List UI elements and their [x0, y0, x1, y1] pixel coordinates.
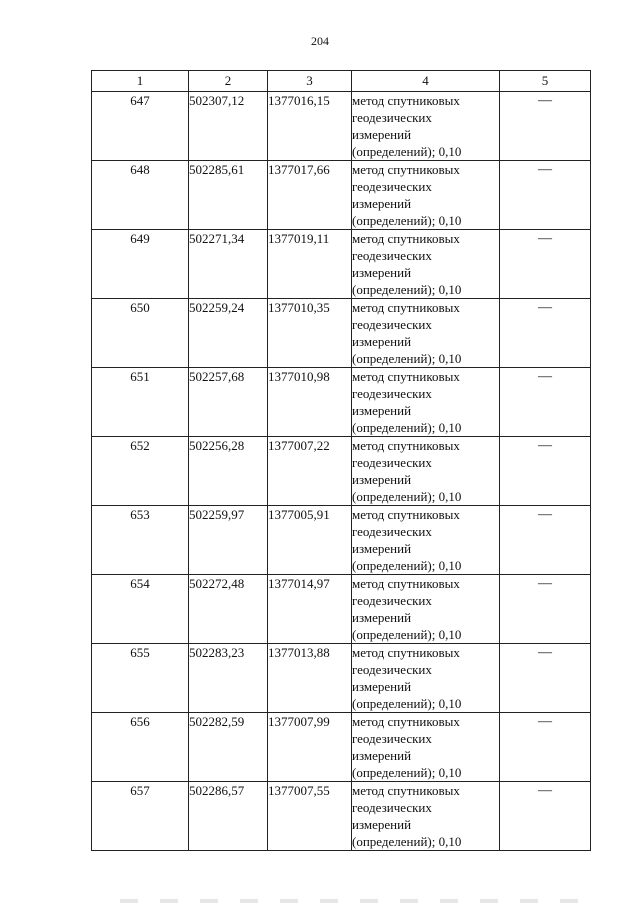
- table-row: [92, 713, 591, 782]
- method-cell: метод спутниковых геодезических измерений (определений); 0,10: [352, 644, 500, 713]
- scan-artifact-strip: [120, 899, 600, 903]
- table-row: [92, 230, 591, 299]
- method-cell: метод спутниковых геодезических измерений (определений); 0,10: [352, 506, 500, 575]
- accuracy-cell: —: [500, 230, 591, 299]
- x-coordinate-cell: 502286,57: [189, 782, 268, 851]
- accuracy-cell: —: [500, 506, 591, 575]
- point-number-cell: 647: [92, 92, 189, 161]
- point-number-cell: 652: [92, 437, 189, 506]
- table-row: [92, 506, 591, 575]
- point-number-cell: 653: [92, 506, 189, 575]
- method-cell: метод спутниковых геодезических измерений (определений); 0,10: [352, 161, 500, 230]
- table-row: [92, 437, 591, 506]
- point-number-cell: 654: [92, 575, 189, 644]
- x-coordinate-cell: 502259,97: [189, 506, 268, 575]
- method-cell: метод спутниковых геодезических измерений (определений); 0,10: [352, 575, 500, 644]
- page-number: 204: [311, 34, 329, 48]
- x-coordinate-cell: 502307,12: [189, 92, 268, 161]
- method-cell: метод спутниковых геодезических измерений (определений); 0,10: [352, 437, 500, 506]
- column-header-5: 5: [500, 71, 591, 92]
- point-number-cell: 655: [92, 644, 189, 713]
- method-cell: метод спутниковых геодезических измерений (определений); 0,10: [352, 92, 500, 161]
- x-coordinate-cell: 502271,34: [189, 230, 268, 299]
- point-number-cell: 657: [92, 782, 189, 851]
- y-coordinate-cell: 1377007,99: [268, 713, 352, 782]
- y-coordinate-cell: 1377019,11: [268, 230, 352, 299]
- x-coordinate-cell: 502283,23: [189, 644, 268, 713]
- method-cell: метод спутниковых геодезических измерений (определений); 0,10: [352, 713, 500, 782]
- column-header-4: 4: [352, 71, 500, 92]
- accuracy-cell: —: [500, 713, 591, 782]
- accuracy-cell: —: [500, 92, 591, 161]
- column-header-1: 1: [92, 71, 189, 92]
- accuracy-cell: —: [500, 437, 591, 506]
- table-row: [92, 575, 591, 644]
- table-row: [92, 299, 591, 368]
- method-cell: метод спутниковых геодезических измерений (определений); 0,10: [352, 368, 500, 437]
- accuracy-cell: —: [500, 575, 591, 644]
- point-number-cell: 651: [92, 368, 189, 437]
- table-body: [92, 92, 591, 851]
- y-coordinate-cell: 1377013,88: [268, 644, 352, 713]
- x-coordinate-cell: 502282,59: [189, 713, 268, 782]
- accuracy-cell: —: [500, 644, 591, 713]
- y-coordinate-cell: 1377007,55: [268, 782, 352, 851]
- x-coordinate-cell: 502272,48: [189, 575, 268, 644]
- x-coordinate-cell: 502259,24: [189, 299, 268, 368]
- accuracy-cell: —: [500, 299, 591, 368]
- x-coordinate-cell: 502257,68: [189, 368, 268, 437]
- column-header-3: 3: [268, 71, 352, 92]
- y-coordinate-cell: 1377016,15: [268, 92, 352, 161]
- accuracy-cell: —: [500, 368, 591, 437]
- point-number-cell: 650: [92, 299, 189, 368]
- y-coordinate-cell: 1377007,22: [268, 437, 352, 506]
- table-row: [92, 368, 591, 437]
- x-coordinate-cell: 502256,28: [189, 437, 268, 506]
- y-coordinate-cell: 1377014,97: [268, 575, 352, 644]
- y-coordinate-cell: 1377010,35: [268, 299, 352, 368]
- y-coordinate-cell: 1377017,66: [268, 161, 352, 230]
- table-header-row: [92, 71, 591, 92]
- accuracy-cell: —: [500, 782, 591, 851]
- point-number-cell: 656: [92, 713, 189, 782]
- x-coordinate-cell: 502285,61: [189, 161, 268, 230]
- point-number-cell: 648: [92, 161, 189, 230]
- table-row: [92, 92, 591, 161]
- y-coordinate-cell: 1377005,91: [268, 506, 352, 575]
- table-row: [92, 161, 591, 230]
- column-header-2: 2: [189, 71, 268, 92]
- point-number-cell: 649: [92, 230, 189, 299]
- coordinates-table: [91, 70, 591, 851]
- table-row: [92, 644, 591, 713]
- method-cell: метод спутниковых геодезических измерений (определений); 0,10: [352, 230, 500, 299]
- y-coordinate-cell: 1377010,98: [268, 368, 352, 437]
- accuracy-cell: —: [500, 161, 591, 230]
- method-cell: метод спутниковых геодезических измерений (определений); 0,10: [352, 299, 500, 368]
- method-cell: метод спутниковых геодезических измерений (определений); 0,10: [352, 782, 500, 851]
- table-row: [92, 782, 591, 851]
